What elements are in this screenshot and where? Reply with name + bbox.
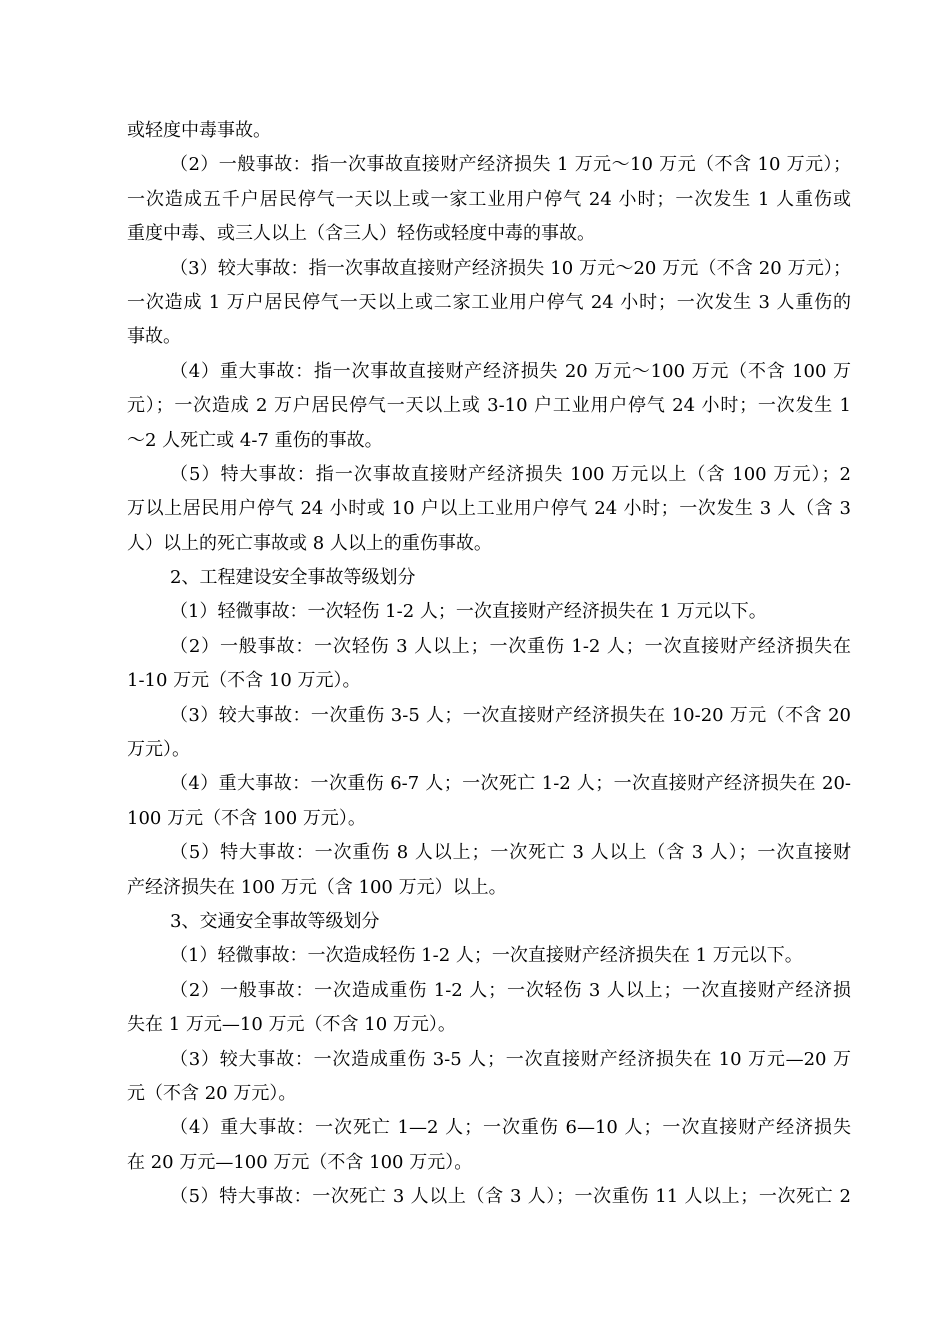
text-line: 万以上居民用户停气 24 小时或 10 户以上工业用户停气 24 小时；一次发生 3 人（含 3 — [127, 498, 851, 520]
text-line: ～2 人死亡或 4-7 重伤的事故。 — [127, 429, 383, 451]
section-heading: 2、工程建设安全事故等级划分 — [170, 567, 416, 589]
text-line: 元（不含 20 万元）。 — [127, 1082, 297, 1104]
document-body — [127, 114, 851, 1215]
section-heading: 3、交通安全事故等级划分 — [170, 910, 380, 932]
text-line: （4）重大事故：一次死亡 1—2 人；一次重伤 6—10 人；一次直接财产经济损失 — [170, 1117, 851, 1139]
text-line: 在 20 万元—100 万元（不含 100 万元）。 — [127, 1151, 473, 1173]
text-line: （2）一般事故：一次轻伤 3 人以上；一次重伤 1-2 人；一次直接财产经济损失在 — [170, 635, 851, 657]
text-line: （4）重大事故：指一次事故直接财产经济损失 20 万元～100 万元（不含 100 万 — [170, 360, 851, 382]
text-line: （4）重大事故：一次重伤 6-7 人；一次死亡 1-2 人；一次直接财产经济损失在 20- — [170, 773, 851, 795]
text-line: 一次造成五千户居民停气一天以上或一家工业用户停气 24 小时；一次发生 1 人重伤或 — [127, 188, 851, 210]
text-line: （5）特大事故：一次重伤 8 人以上；一次死亡 3 人以上（含 3 人）；一次直接财 — [170, 842, 851, 864]
text-line: 失在 1 万元—10 万元（不含 10 万元）。 — [127, 1014, 456, 1036]
text-line: （3）较大事故：指一次事故直接财产经济损失 10 万元～20 万元（不含 20 万元）； — [170, 257, 851, 279]
text-line: （3）较大事故：一次造成重伤 3-5 人；一次直接财产经济损失在 10 万元—20 万 — [170, 1048, 851, 1070]
text-line: 100 万元（不含 100 万元）。 — [127, 807, 366, 829]
text-line: 万元）。 — [127, 739, 190, 761]
text-line: 产经济损失在 100 万元（含 100 万元）以上。 — [127, 876, 507, 898]
text-line: 一次造成 1 万户居民停气一天以上或二家工业用户停气 24 小时；一次发生 3 人重伤的 — [127, 291, 851, 313]
text-line: （1）轻微事故：一次造成轻伤 1-2 人；一次直接财产经济损失在 1 万元以下。 — [170, 945, 803, 967]
text-line: 1-10 万元（不含 10 万元）。 — [127, 670, 361, 692]
text-line: 元）；一次造成 2 万户居民停气一天以上或 3-10 户工业用户停气 24 小时；一次发生 1 — [127, 395, 851, 417]
text-line: 人）以上的死亡事故或 8 人以上的重伤事故。 — [127, 532, 492, 554]
text-line: （2）一般事故：指一次事故直接财产经济损失 1 万元～10 万元（不含 10 万元）； — [170, 154, 851, 176]
text-line: （5）特大事故：指一次事故直接财产经济损失 100 万元以上（含 100 万元）；2 — [170, 463, 851, 485]
text-line: 重度中毒、或三人以上（含三人）轻伤或轻度中毒的事故。 — [127, 223, 595, 245]
text-line: （5）特大事故：一次死亡 3 人以上（含 3 人）；一次重伤 11 人以上；一次死亡 2 — [170, 1186, 851, 1208]
text-line: 事故。 — [127, 326, 181, 348]
text-line: （3）较大事故：一次重伤 3-5 人；一次直接财产经济损失在 10-20 万元（不含 20 — [170, 704, 851, 726]
text-line: 或轻度中毒事故。 — [127, 120, 271, 141]
text-line: （1）轻微事故：一次轻伤 1-2 人；一次直接财产经济损失在 1 万元以下。 — [170, 601, 767, 623]
text-line: （2）一般事故：一次造成重伤 1-2 人；一次轻伤 3 人以上；一次直接财产经济损 — [170, 979, 851, 1001]
